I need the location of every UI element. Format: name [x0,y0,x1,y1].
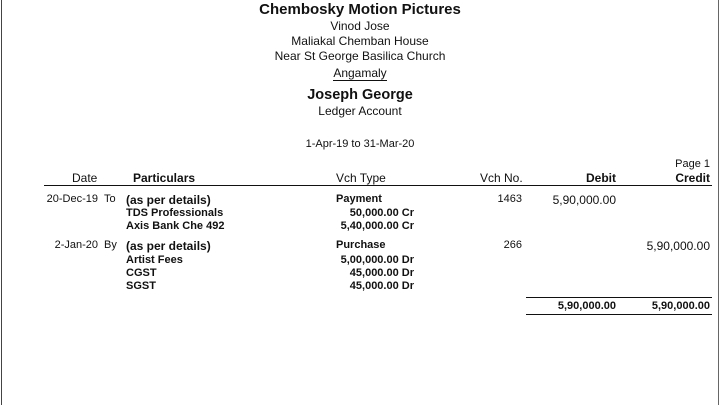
entry-2-detail-2-name: CGST [126,267,157,279]
total-debit: 5,90,000.00 [557,300,616,312]
party-name: Joseph George [307,87,413,103]
entry-2-particulars: (as per details) [126,239,211,253]
address-line-2: Maliakal Chemban House [291,34,429,48]
entry-2-detail-1-amount: 5,00,000.00 Dr [340,254,414,266]
address-line-3: Near St George Basilica Church [274,49,446,63]
entry-2-detail-3-name: SGST [126,280,156,292]
col-header-date: Date [72,171,98,185]
entry-1-detail-1-name: TDS Professionals [126,207,224,219]
totals-top-rule [526,297,712,298]
entry-2-vch-no: 266 [503,239,522,251]
col-header-vch-no: Vch No. [480,171,523,185]
page-number: Page 1 [675,158,710,170]
entry-1-detail-2-name: Axis Bank Che 492 [126,220,225,232]
total-credit: 5,90,000.00 [651,300,710,312]
entry-1-direction: To [104,193,116,205]
entry-1-detail-1-amount: 50,000.00 Cr [349,207,414,219]
entry-1-date: 20-Dec-19 [46,193,98,205]
entry-2-detail-1-name: Artist Fees [126,254,183,266]
entry-2-credit: 5,90,000.00 [646,239,710,253]
entry-1-vch-no: 1463 [497,193,522,205]
entry-2-date: 2-Jan-20 [54,239,98,251]
report-period: 1-Apr-19 to 31-Mar-20 [305,138,415,150]
entry-2-vch-type: Purchase [336,239,386,251]
address-line-4: Angamaly [333,66,387,80]
header-rule [44,185,712,186]
entry-1-detail-2-amount: 5,40,000.00 Cr [340,220,414,232]
totals-bottom-rule [526,314,712,315]
report-subtitle: Ledger Account [318,104,402,118]
col-header-credit: Credit [675,171,710,185]
entry-1-particulars: (as per details) [126,193,211,207]
entry-2-direction: By [104,239,117,251]
entry-1-vch-type: Payment [336,193,382,205]
address-line-1: Vinod Jose [330,19,390,33]
col-header-particulars: Particulars [133,171,196,185]
entry-2-detail-3-amount: 45,000.00 Dr [349,280,414,292]
company-name: Chembosky Motion Pictures [259,1,461,18]
entry-1-debit: 5,90,000.00 [552,193,616,207]
col-header-debit: Debit [586,171,616,185]
entry-2-detail-2-amount: 45,000.00 Dr [349,267,414,279]
col-header-vch-type: Vch Type [336,171,386,185]
report-header [0,0,720,119]
